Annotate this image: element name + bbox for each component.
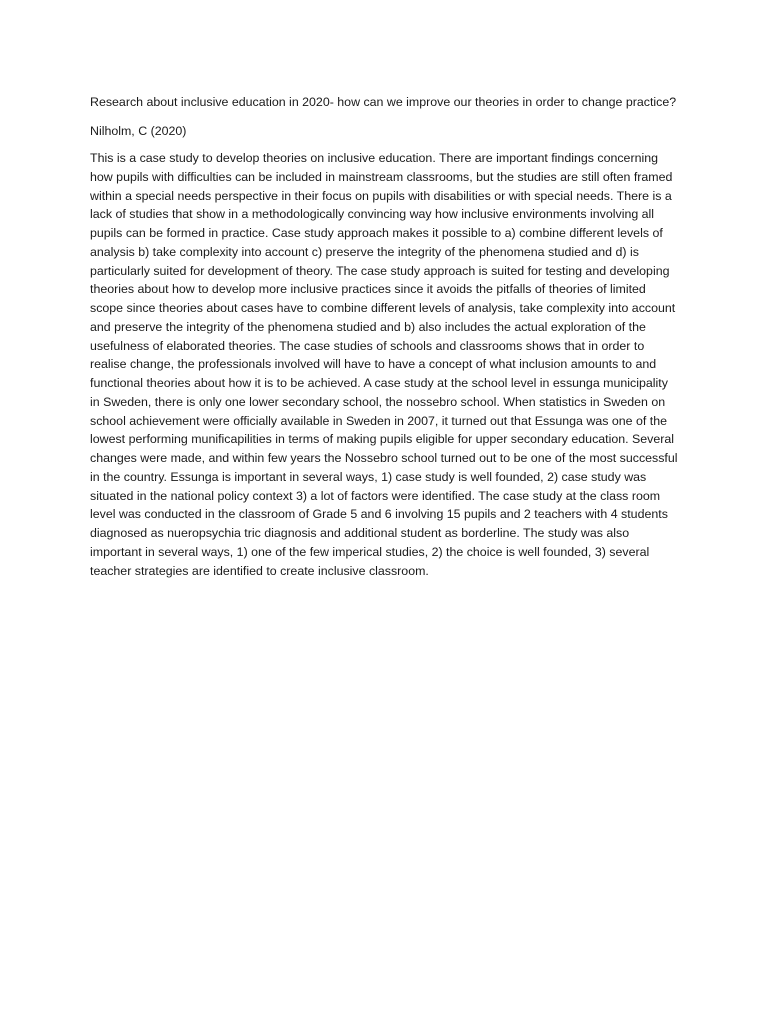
document-citation: Nilholm, C (2020) xyxy=(90,123,187,138)
document-title: Research about inclusive education in 2020- how can we improve our theories in order to change practice? xyxy=(90,95,677,109)
document-page xyxy=(90,93,680,580)
document-body: This is a case study to develop theories on inclusive education. There are important findings concerning how pupils with difficulties can be included in mainstream classrooms, but the studies are still often framed within a special needs perspective in their focus on pupils with disabilities or with special needs. There is a lack of studies that show in a methodologically convincing way how inclusive environments involving all pupils can be formed in practice. Case study approach makes it possible to a) combine different levels of analysis b) take complexity into account c) preserve the integrity of the phenomena studied and d) is particularly suited for development of theory. The case study approach is suited for testing and developing theories about how to develop more inclusive practices since it avoids the pitfalls of theories of limited scope since theories about cases have to combine different levels of analysis, take complexity into account and preserve the integrity of the phenomena studied and b) also includes the actual exploration of the usefulness of elaborated theories. The case studies of schools and classrooms shows that in order to realise change, the professionals involved will have to have a concept of what inclusion amounts to and functional theories about how it is to be achieved. A case study at the school level in essunga municipality in Sweden, there is only one lower secondary school, the nossebro school. When statistics in Sweden on school achievement were officially available in Sweden in 2007, it turned out that Essunga was one of the lowest performing munificapilities in terms of making pupils eligible for upper secondary education. Several changes were made, and within few years the Nossebro school turned out to be one of the most successful in the country. Essunga is important in several ways, 1) case study is well founded, 2) case study was situated in the national policy context 3) a lot of factors were identified. The case study at the class room level was conducted in the classroom of Grade 5 and 6 involving 15 pupils and 2 teachers with 4 students diagnosed as nueropsychia tric diagnosis and additional student as borderline. The study was also important in several ways, 1) one of the few imperical studies, 2) the choice is well founded, 3) several teacher strategies are identified to create inclusive classroom. xyxy=(90,151,678,578)
